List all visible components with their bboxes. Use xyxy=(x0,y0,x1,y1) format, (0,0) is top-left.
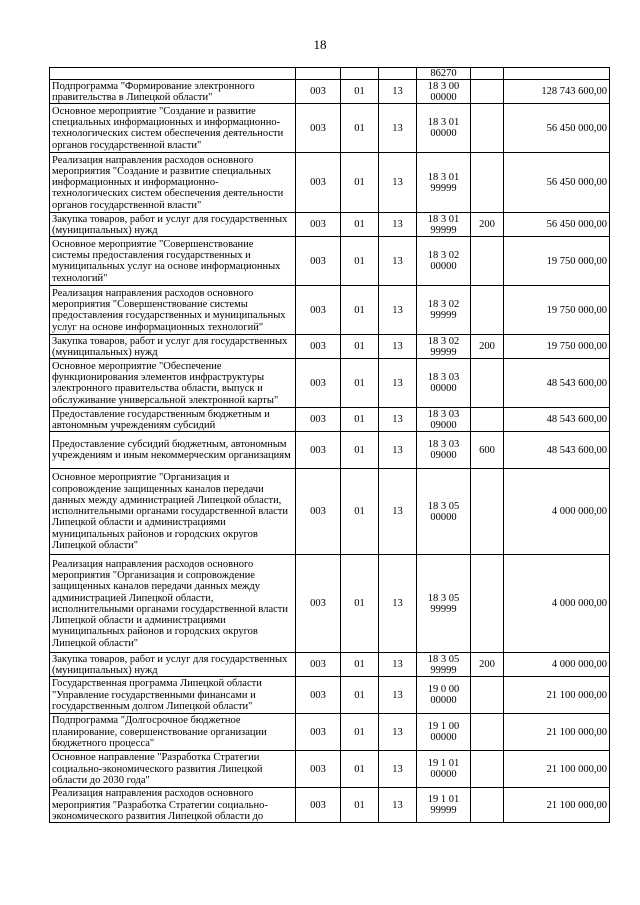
section-code-cell: 01 xyxy=(341,104,379,153)
subsection-code-cell: 13 xyxy=(379,335,417,359)
target-article-cell: 19 0 00 00000 xyxy=(417,677,471,714)
admin-code-cell: 003 xyxy=(296,555,341,653)
section-code-cell: 01 xyxy=(341,555,379,653)
admin-code-cell: 003 xyxy=(296,469,341,555)
target-article-cell: 86270 xyxy=(417,68,471,80)
expense-type-cell xyxy=(471,359,504,408)
subsection-code-cell: 13 xyxy=(379,359,417,408)
amount-cell xyxy=(504,68,610,80)
row-name-cell: Основное мероприятие "Организация и сопровождение защищенных каналов передачи данных между администрацией Липецкой области, исполнительными органами государственной власти Липецкой области и администрациями муниципальных районов и городских округов Липецкой области" xyxy=(50,469,296,555)
target-article-cell: 19 1 01 99999 xyxy=(417,788,471,823)
subsection-code-cell: 13 xyxy=(379,104,417,153)
amount-cell: 21 100 000,00 xyxy=(504,714,610,751)
expense-type-cell: 200 xyxy=(471,213,504,237)
table-row xyxy=(50,286,610,335)
subsection-code-cell: 13 xyxy=(379,555,417,653)
expense-type-cell xyxy=(471,286,504,335)
row-name-cell: Закупка товаров, работ и услуг для государственных (муниципальных) нужд xyxy=(50,653,296,677)
target-article-cell: 18 3 01 99999 xyxy=(417,213,471,237)
subsection-code-cell: 13 xyxy=(379,751,417,788)
admin-code-cell: 003 xyxy=(296,408,341,432)
admin-code-cell: 003 xyxy=(296,432,341,469)
target-article-cell: 18 3 03 09000 xyxy=(417,408,471,432)
admin-code-cell: 003 xyxy=(296,359,341,408)
target-article-cell: 18 3 01 00000 xyxy=(417,104,471,153)
expense-type-cell xyxy=(471,68,504,80)
expense-type-cell xyxy=(471,788,504,823)
table-row xyxy=(50,153,610,213)
target-article-cell: 18 3 05 99999 xyxy=(417,653,471,677)
expense-type-cell xyxy=(471,80,504,104)
expense-type-cell xyxy=(471,237,504,286)
target-article-cell: 18 3 03 00000 xyxy=(417,359,471,408)
table-row xyxy=(50,80,610,104)
admin-code-cell: 003 xyxy=(296,335,341,359)
row-name-cell: Подпрограмма "Долгосрочное бюджетное планирование, совершенствование организации бюджетного процесса" xyxy=(50,714,296,751)
amount-cell: 21 100 000,00 xyxy=(504,788,610,823)
row-name-cell: Предоставление государственным бюджетным и автономным учреждениям субсидий xyxy=(50,408,296,432)
table-row xyxy=(50,714,610,751)
subsection-code-cell: 13 xyxy=(379,653,417,677)
section-code-cell: 01 xyxy=(341,653,379,677)
expense-type-cell: 200 xyxy=(471,653,504,677)
target-article-cell: 18 3 05 99999 xyxy=(417,555,471,653)
section-code-cell: 01 xyxy=(341,335,379,359)
section-code-cell: 01 xyxy=(341,432,379,469)
subsection-code-cell: 13 xyxy=(379,469,417,555)
admin-code-cell: 003 xyxy=(296,286,341,335)
amount-cell: 19 750 000,00 xyxy=(504,335,610,359)
subsection-code-cell: 13 xyxy=(379,788,417,823)
section-code-cell: 01 xyxy=(341,237,379,286)
amount-cell: 56 450 000,00 xyxy=(504,153,610,213)
admin-code-cell: 003 xyxy=(296,80,341,104)
row-name-cell: Подпрограмма "Формирование электронного правительства в Липецкой области" xyxy=(50,80,296,104)
admin-code-cell: 003 xyxy=(296,237,341,286)
table-row xyxy=(50,469,610,555)
subsection-code-cell: 13 xyxy=(379,213,417,237)
amount-cell: 21 100 000,00 xyxy=(504,677,610,714)
expense-type-cell xyxy=(471,677,504,714)
amount-cell: 128 743 600,00 xyxy=(504,80,610,104)
section-code-cell: 01 xyxy=(341,153,379,213)
table-row xyxy=(50,555,610,653)
target-article-cell: 18 3 03 09000 xyxy=(417,432,471,469)
expense-type-cell xyxy=(471,408,504,432)
table-row xyxy=(50,359,610,408)
section-code-cell: 01 xyxy=(341,714,379,751)
row-name-cell: Закупка товаров, работ и услуг для государственных (муниципальных) нужд xyxy=(50,213,296,237)
expense-type-cell xyxy=(471,555,504,653)
amount-cell: 4 000 000,00 xyxy=(504,653,610,677)
amount-cell: 48 543 600,00 xyxy=(504,408,610,432)
admin-code-cell: 003 xyxy=(296,714,341,751)
table-row xyxy=(50,408,610,432)
amount-cell: 19 750 000,00 xyxy=(504,237,610,286)
subsection-code-cell: 13 xyxy=(379,714,417,751)
row-name-cell xyxy=(50,68,296,80)
table-row xyxy=(50,237,610,286)
target-article-cell: 19 1 01 00000 xyxy=(417,751,471,788)
admin-code-cell: 003 xyxy=(296,751,341,788)
admin-code-cell: 003 xyxy=(296,653,341,677)
row-name-cell: Основное мероприятие "Обеспечение функционирования элементов инфраструктуры электронного правительства области, выпуск и обслуживание универсальной электронной карты" xyxy=(50,359,296,408)
target-article-cell: 18 3 02 99999 xyxy=(417,335,471,359)
amount-cell: 19 750 000,00 xyxy=(504,286,610,335)
row-name-cell: Реализация направления расходов основного мероприятия "Создание и развитие специальных информационных и информационно-технологических систем обеспечения деятельности органов государственной власти" xyxy=(50,153,296,213)
amount-cell: 48 543 600,00 xyxy=(504,359,610,408)
row-name-cell: Закупка товаров, работ и услуг для государственных (муниципальных) нужд xyxy=(50,335,296,359)
row-name-cell: Реализация направления расходов основного мероприятия "Разработка Стратегии социально-экономического развития Липецкой области до xyxy=(50,788,296,823)
table-row xyxy=(50,677,610,714)
subsection-code-cell: 13 xyxy=(379,80,417,104)
section-code-cell: 01 xyxy=(341,408,379,432)
amount-cell: 21 100 000,00 xyxy=(504,751,610,788)
expense-type-cell xyxy=(471,714,504,751)
table-row xyxy=(50,653,610,677)
row-name-cell: Государственная программа Липецкой области "Управление государственными финансами и государственным долгом Липецкой области" xyxy=(50,677,296,714)
admin-code-cell xyxy=(296,68,341,80)
expense-type-cell xyxy=(471,104,504,153)
expense-type-cell xyxy=(471,469,504,555)
row-name-cell: Предоставление субсидий бюджетным, автономным учреждениям и иным некоммерческим организациям xyxy=(50,432,296,469)
target-article-cell: 18 3 01 99999 xyxy=(417,153,471,213)
expense-type-cell xyxy=(471,751,504,788)
section-code-cell: 01 xyxy=(341,213,379,237)
subsection-code-cell xyxy=(379,68,417,80)
admin-code-cell: 003 xyxy=(296,677,341,714)
table-row xyxy=(50,213,610,237)
subsection-code-cell: 13 xyxy=(379,432,417,469)
row-name-cell: Основное направление "Разработка Стратегии социально-экономического развития Липецкой области до 2030 года" xyxy=(50,751,296,788)
section-code-cell: 01 xyxy=(341,359,379,408)
expense-type-cell xyxy=(471,153,504,213)
table-row xyxy=(50,104,610,153)
amount-cell: 48 543 600,00 xyxy=(504,432,610,469)
section-code-cell: 01 xyxy=(341,80,379,104)
admin-code-cell: 003 xyxy=(296,213,341,237)
section-code-cell: 01 xyxy=(341,469,379,555)
row-name-cell: Основное мероприятие "Создание и развитие специальных информационных и информационно-технологических систем обеспечения деятельности органов государственной власти" xyxy=(50,104,296,153)
section-code-cell: 01 xyxy=(341,677,379,714)
table-row xyxy=(50,751,610,788)
target-article-cell: 18 3 05 00000 xyxy=(417,469,471,555)
section-code-cell: 01 xyxy=(341,751,379,788)
section-code-cell xyxy=(341,68,379,80)
target-article-cell: 19 1 00 00000 xyxy=(417,714,471,751)
expense-type-cell: 200 xyxy=(471,335,504,359)
amount-cell: 4 000 000,00 xyxy=(504,469,610,555)
admin-code-cell: 003 xyxy=(296,788,341,823)
row-name-cell: Реализация направления расходов основного мероприятия "Организация и сопровождение защищенных каналов передачи данных между администрацией Липецкой области, исполнительными органами государственной власти Липецкой области и администрациями муниципальных районов и городских округов Липецкой области" xyxy=(50,555,296,653)
subsection-code-cell: 13 xyxy=(379,408,417,432)
subsection-code-cell: 13 xyxy=(379,286,417,335)
subsection-code-cell: 13 xyxy=(379,677,417,714)
row-name-cell: Реализация направления расходов основного мероприятия "Совершенствование системы предоставления государственных и муниципальных услуг на основе информационных технологий" xyxy=(50,286,296,335)
budget-table xyxy=(49,67,610,823)
row-name-cell: Основное мероприятие "Совершенствование системы предоставления государственных и муниципальных услуг на основе информационных технологий" xyxy=(50,237,296,286)
section-code-cell: 01 xyxy=(341,788,379,823)
amount-cell: 56 450 000,00 xyxy=(504,213,610,237)
subsection-code-cell: 13 xyxy=(379,237,417,286)
table-row xyxy=(50,432,610,469)
section-code-cell: 01 xyxy=(341,286,379,335)
subsection-code-cell: 13 xyxy=(379,153,417,213)
expense-type-cell: 600 xyxy=(471,432,504,469)
table-row xyxy=(50,68,610,80)
target-article-cell: 18 3 02 00000 xyxy=(417,237,471,286)
amount-cell: 56 450 000,00 xyxy=(504,104,610,153)
table-row xyxy=(50,788,610,823)
page-number: 18 xyxy=(313,37,327,52)
table-row xyxy=(50,335,610,359)
amount-cell: 4 000 000,00 xyxy=(504,555,610,653)
target-article-cell: 18 3 02 99999 xyxy=(417,286,471,335)
target-article-cell: 18 3 00 00000 xyxy=(417,80,471,104)
admin-code-cell: 003 xyxy=(296,153,341,213)
admin-code-cell: 003 xyxy=(296,104,341,153)
